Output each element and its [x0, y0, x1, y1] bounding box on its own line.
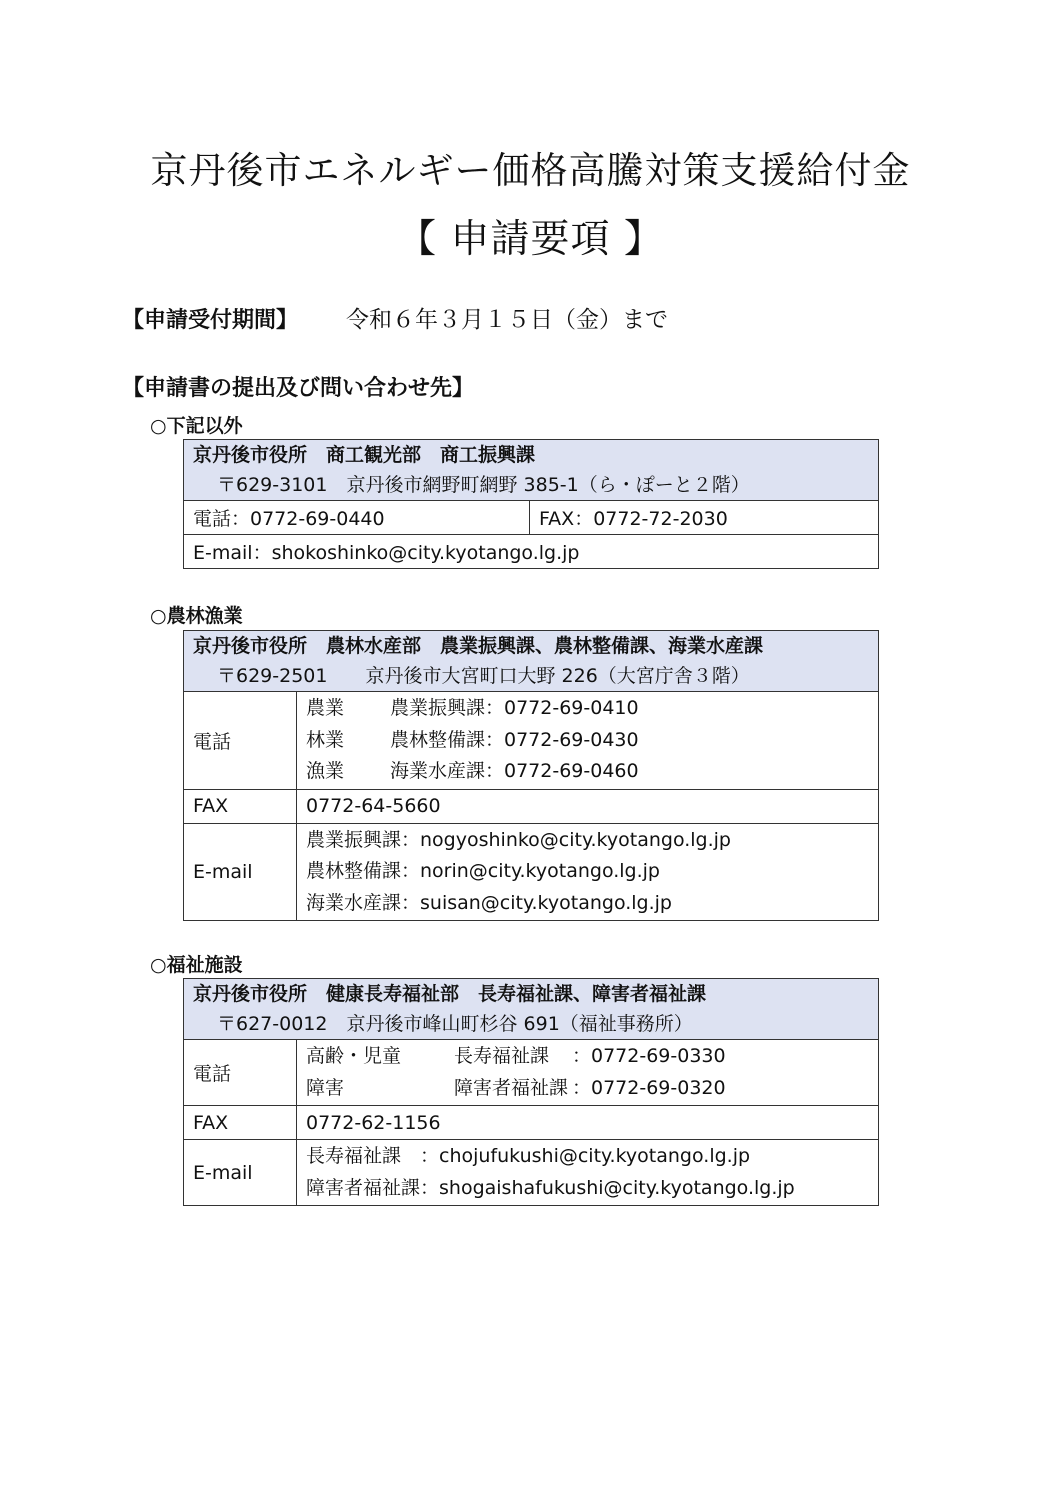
phone-label: 電話 [184, 1040, 297, 1106]
address: 〒629-2501 京丹後市大宮町口大野 226（大宮庁舎３階） [217, 665, 750, 687]
email-address: 障害者福祉課：shogaishafukushi@city.kyotango.lg.jp [306, 1176, 795, 1199]
email-label: E-mail [184, 823, 297, 921]
period-label: 【申請受付期間】 [122, 308, 299, 333]
table-header [184, 440, 879, 501]
email-address: 農林整備課：norin@city.kyotango.lg.jp [306, 860, 660, 882]
phone-row [306, 725, 869, 757]
phone-list [297, 692, 879, 790]
phone-category: 農業 [306, 697, 345, 719]
fax-label: FAX [184, 789, 297, 823]
document-title: 京丹後市エネルギー価格高騰対策支援給付金 [150, 149, 911, 192]
document-subtitle: 【 申請要項 】 [397, 217, 664, 262]
phone-row [306, 1041, 869, 1073]
period-value: 令和６年３月１５日（金）まで [346, 307, 668, 333]
department-name: 京丹後市役所 農林水産部 農業振興課、農林整備課、海業水産課 [193, 635, 764, 657]
phone-number: 農業振興課：0772-69-0410 [390, 697, 639, 719]
phone-category: 林業 [306, 728, 345, 751]
phone-department: 長寿福祉課 [454, 1045, 550, 1067]
phone-number: 農林整備課：0772-69-0430 [390, 728, 639, 751]
table-header [184, 979, 879, 1040]
table-header [184, 631, 879, 692]
section-label-welfare: ○福祉施設 [150, 954, 243, 976]
department-name: 京丹後市役所 健康長寿福祉部 長寿福祉課、障害者福祉課 [193, 983, 707, 1005]
phone-number: 海業水産課：0772-69-0460 [390, 760, 639, 782]
phone-category: 障害 [306, 1076, 345, 1099]
email-address: 長寿福祉課 ：chojufukushi@city.kyotango.lg.jp [306, 1145, 751, 1167]
fax-cell: FAX：0772-72-2030 [530, 501, 879, 535]
section-label-general: ○下記以外 [150, 415, 243, 437]
phone-category: 高齢・児童 [306, 1045, 402, 1067]
address: 〒629-3101 京丹後市網野町網野 385-1（ら・ぽーと２階） [217, 474, 750, 496]
phone-cell: 電話：0772-69-0440 [184, 501, 530, 535]
phone-row [306, 756, 869, 788]
section-label-agriculture: ○農林漁業 [150, 605, 243, 627]
email-label: E-mail [184, 1140, 297, 1206]
phone-department: 障害者福祉課 [454, 1076, 569, 1099]
phone-label: 電話 [184, 692, 297, 790]
fax-label: FAX [184, 1106, 297, 1140]
contact-table-welfare [183, 978, 879, 1206]
phone-row [306, 1073, 869, 1105]
email-list [297, 823, 879, 921]
phone-number: ：0772-69-0330 [572, 1045, 726, 1067]
department-name: 京丹後市役所 商工観光部 商工振興課 [193, 444, 536, 466]
email-list [297, 1140, 879, 1206]
phone-number: ：0772-69-0320 [572, 1076, 726, 1099]
phone-list [297, 1040, 879, 1106]
email-cell: E-mail：shokoshinko@city.kyotango.lg.jp [184, 535, 879, 569]
email-address: 海業水産課：suisan@city.kyotango.lg.jp [306, 891, 672, 914]
fax-number: 0772-64-5660 [297, 789, 879, 823]
phone-category: 漁業 [306, 760, 345, 782]
phone-row [306, 693, 869, 725]
contact-table-agriculture [183, 630, 879, 921]
contact-heading: 【申請書の提出及び問い合わせ先】 [122, 376, 475, 401]
contact-table-general [183, 439, 879, 569]
fax-number: 0772-62-1156 [297, 1106, 879, 1140]
email-address: 農業振興課：nogyoshinko@city.kyotango.lg.jp [306, 828, 731, 851]
address: 〒627-0012 京丹後市峰山町杉谷 691（福祉事務所） [217, 1013, 693, 1035]
